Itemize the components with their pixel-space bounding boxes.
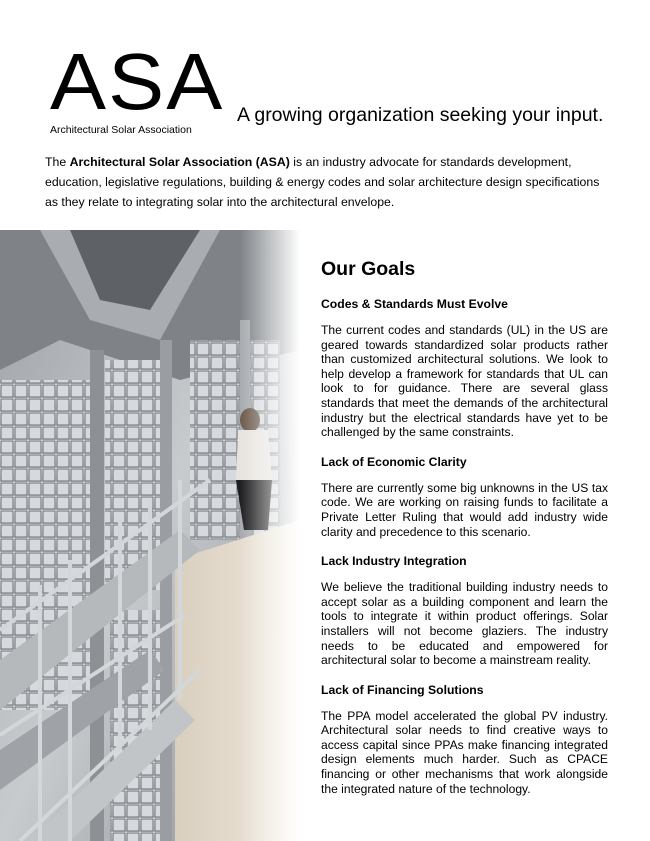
goal-body-financing: The PPA model accelerated the global PV industry. Architectural solar needs to find creative ways to access capital since PPAs make financing integrated design elements much harder. Such as CPACE financing or other mechanisms that work alongside the integrated nature of the technology.: [321, 708, 608, 796]
goal-heading-integration: Lack Industry Integration: [321, 554, 467, 569]
goals-section: [321, 258, 608, 811]
intro-org-name: Architectural Solar Association (ASA): [69, 155, 290, 169]
stairwell-illustration: [0, 230, 300, 841]
logo-mark: ASA: [50, 37, 225, 126]
goals-title: Our Goals: [321, 258, 416, 280]
intro-paragraph: [45, 152, 605, 212]
goal-heading-financing: Lack of Financing Solutions: [321, 682, 484, 697]
asa-logo: [50, 37, 225, 136]
goal-body-codes: The current codes and standards (UL) in the US are geared towards standardized solar products rather than customized architectural solutions. We look to help develop a framework for standards that UL can look to for guidance. There are several glass standards that meet the demands of the architectural industry but the electrical standards have yet to be challenged by the same constraints.: [321, 323, 608, 440]
intro-text: is an industry advocate for standards development, education, legislative regulations, building & energy codes and solar architecture design specifications as they relate to integrating solar into the architectural envelope.: [45, 155, 600, 209]
logo-subtitle: Architectural Solar Association: [50, 124, 192, 136]
goal-body-integration: We believe the traditional building industry needs to accept solar as a building component and learn the tools to integrate it within product offerings. Solar installers will not become glaziers. The industry needs to be educated and empowered for architectural solar to become a mainstream reality.: [321, 580, 608, 668]
goal-heading-codes: Codes & Standards Must Evolve: [321, 297, 508, 311]
tagline: A growing organization seeking your input.: [237, 104, 604, 126]
goal-heading-economic: Lack of Economic Clarity: [321, 454, 467, 469]
intro-prefix: The: [45, 155, 70, 169]
stairwell-photo: [0, 230, 300, 841]
goal-body-economic: There are currently some big unknowns in the US tax code. We are working on raising funds to facilitate a Private Letter Ruling that would add industry wide clarity and precedence to this scenario.: [321, 480, 608, 539]
